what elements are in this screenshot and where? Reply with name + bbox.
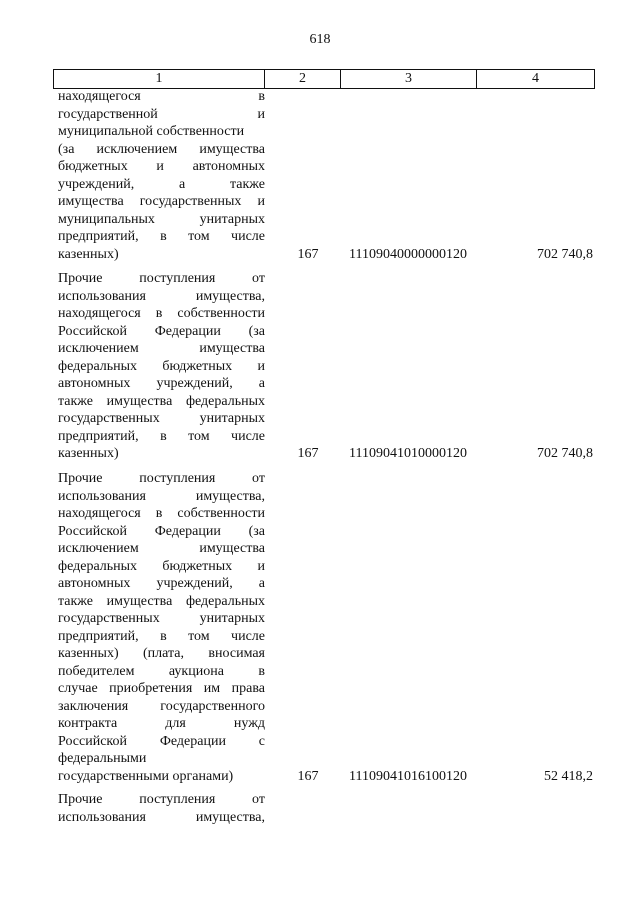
description-line: контракта для нужд: [58, 716, 265, 731]
description-line: учреждений, а также: [58, 176, 265, 192]
row-code: 167: [297, 768, 319, 784]
description-line: муниципальной собственности: [58, 124, 245, 139]
description-line: исключением имущества: [58, 541, 265, 556]
column-header-2: 2: [265, 70, 341, 89]
description-line: казенных): [58, 446, 119, 461]
row-description: [58, 270, 265, 463]
description-line: муниципальных унитарных: [58, 211, 265, 227]
column-header-table: [53, 69, 595, 89]
page-number: 618: [309, 32, 331, 47]
description-line: также имущества федеральных: [58, 593, 265, 609]
description-line: федеральных бюджетных и: [58, 358, 265, 374]
description-line: государственных унитарных: [58, 411, 265, 426]
description-line: победителем аукциона в: [58, 663, 265, 679]
column-header-3: 3: [341, 70, 477, 89]
row-kbk: 11109040000000120: [349, 246, 467, 262]
description-line: государственной и: [58, 106, 265, 122]
description-line: находящегося в: [58, 89, 265, 104]
description-line: Российской Федерации (за: [58, 323, 265, 339]
column-header-1: 1: [54, 70, 265, 89]
row-kbk: 11109041010000120: [349, 446, 467, 461]
description-line: автономных учреждений, а: [58, 376, 265, 391]
column-header-row: [54, 70, 595, 89]
description-line: государственных унитарных: [58, 611, 265, 626]
row-description: [58, 88, 265, 263]
description-line: случае приобретения им права: [58, 681, 265, 696]
description-line: также имущества федеральных: [58, 393, 265, 409]
description-line: использования имущества,: [58, 809, 265, 825]
description-line: исключением имущества: [58, 341, 265, 356]
row-amount: 702 740,8: [537, 446, 593, 461]
description-line: казенных): [58, 246, 119, 262]
row-kbk: 11109041016100120: [349, 768, 467, 784]
description-line: находящегося в собственности: [58, 506, 265, 521]
description-line: Прочие поступления от: [58, 271, 265, 286]
description-line: федеральных бюджетных и: [58, 558, 265, 574]
row-code: 167: [297, 246, 319, 262]
description-line: бюджетных и автономных: [58, 159, 265, 174]
row-amount: 52 418,2: [544, 768, 593, 784]
description-line: использования имущества,: [58, 488, 265, 504]
description-line: имущества государственных и: [58, 194, 265, 209]
description-line: федеральными: [58, 751, 147, 766]
description-line: находящегося в собственности: [58, 306, 265, 321]
description-line: казенных) (плата, вносимая: [58, 646, 265, 661]
description-line: Российской Федерации (за: [58, 523, 265, 539]
description-line: Прочие поступления от: [58, 471, 265, 486]
description-line: (за исключением имущества: [58, 141, 265, 157]
description-line: заключения государственного: [58, 698, 265, 714]
description-line: Российской Федерации с: [58, 733, 265, 749]
description-line: предприятий, в том числе: [58, 229, 265, 244]
description-line: предприятий, в том числе: [58, 428, 265, 444]
row-code: 167: [297, 446, 319, 461]
column-header-4: 4: [477, 70, 595, 89]
row-description: [58, 470, 265, 785]
description-line: государственными органами): [58, 768, 234, 784]
description-line: использования имущества,: [58, 288, 265, 304]
description-line: Прочие поступления от: [58, 792, 265, 807]
row-amount: 702 740,8: [537, 246, 593, 262]
row-description: [58, 791, 265, 826]
description-line: автономных учреждений, а: [58, 576, 265, 591]
description-line: предприятий, в том числе: [58, 628, 265, 644]
